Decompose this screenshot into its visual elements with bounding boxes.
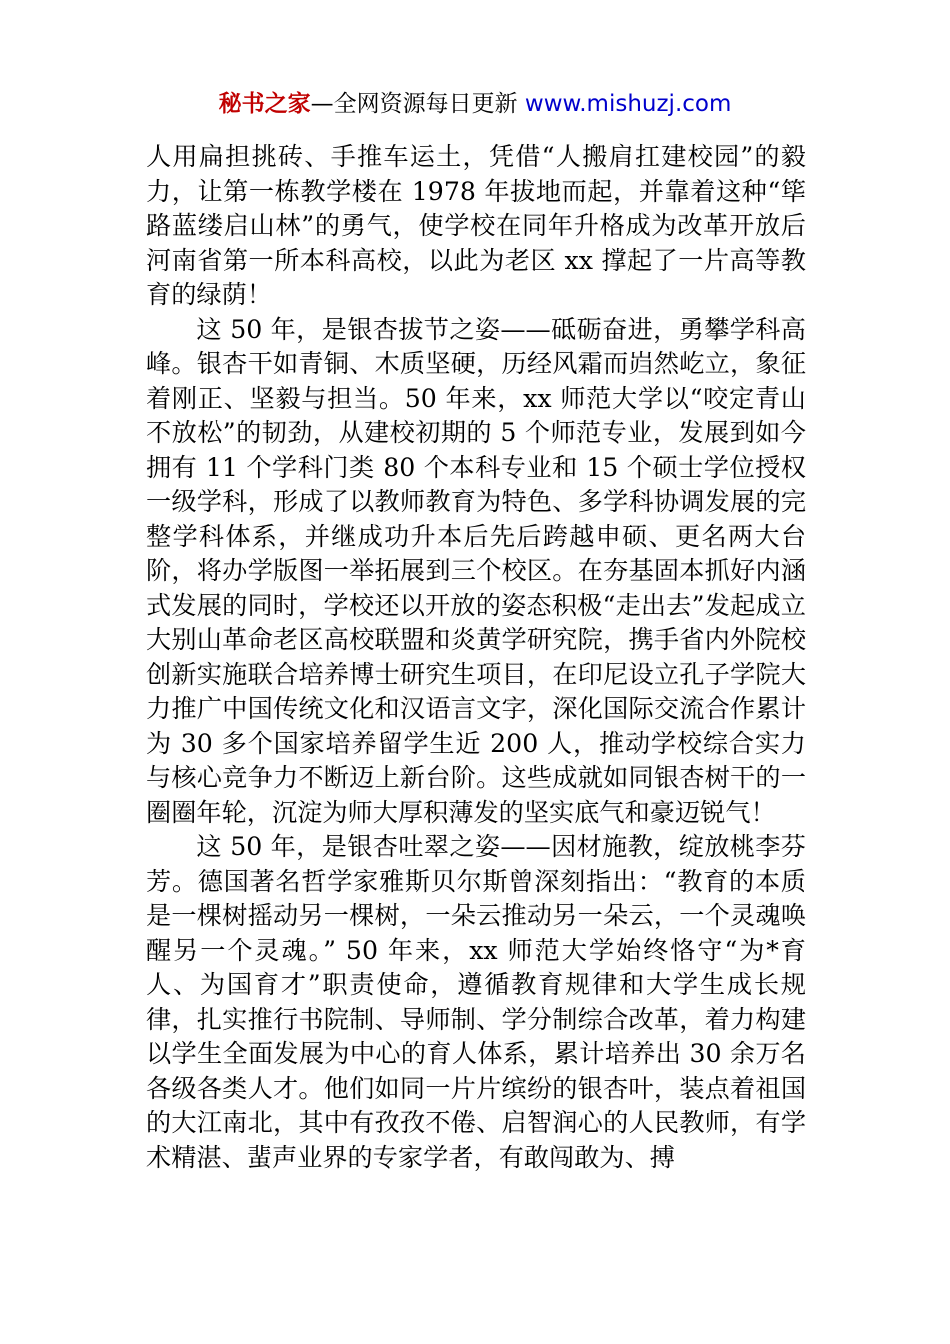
site-header bbox=[0, 88, 950, 120]
header-tagline: —全网资源每日更新 bbox=[310, 91, 518, 117]
paragraph-continued: 人用扁担挑砖、手推车运土，凭借“人搬肩扛建校园”的毅力，让第一栋教学楼在 1978 年拔地而起，并靠着这种“筚路蓝缕启山林”的勇气，使学校在同年升格成为改革开放后河南省第一所本科高校，以此为老区 xx 撑起了一片高等教育的绿荫！ bbox=[146, 142, 806, 309]
brand-name: 秘书之家 bbox=[218, 91, 311, 117]
paragraph-discipline: 这 50 年，是银杏拔节之姿——砥砺奋进，勇攀学科高峰。银杏干如青铜、木质坚硬，历经风霜而岿然屹立，象征着刚正、坚毅与担当。50 年来，xx 师范大学以“咬定青山不放松”的韧劲，从建校初期的 5 个师范专业，发展到如今拥有 11 个学科门类 80 个本科专业和 15 个硕士学位授权一级学科，形成了以教师教育为特色、多学科协调发展的完整学科体系，并继成功升本后先后跨越申硕、更名两大台阶，将办学版图一举拓展到三个校区。在夯基固本抓好内涵式发展的同时，学校还以开放的姿态积极“走出去”发起成立大别山革命老区高校联盟和炎黄学研究院，携手省内外院校创新实施联合培养博士研究生项目，在印尼设立孔子学院大力推广中国传统文化和汉语言文字，深化国际交流合作累计为 30 多个国家培养留学生近 200 人，推动学校综合实力与核心竞争力不断迈上新台阶。这些成就如同银杏树干的一圈圈年轮，沉淀为师大厚积薄发的坚实底气和豪迈锐气！ bbox=[146, 314, 806, 827]
site-url-link[interactable]: www.mishuzj.com bbox=[524, 91, 732, 117]
paragraph-education: 这 50 年，是银杏吐翠之姿——因材施教，绽放桃李芬芳。德国著名哲学家雅斯贝尔斯曾深刻指出：“教育的本质是一棵树摇动另一棵树，一朵云推动另一朵云，一个灵魂唤醒另一个灵魂。” 50 年来，xx 师范大学始终恪守“为*育人、为国育才”职责使命，遵循教育规律和大学生成长规律，扎实推行书院制、导师制、学分制综合改革，着力构建以学生全面发展为中心的育人体系，累计培养出 30 余万名各级各类人才。他们如同一片片缤纷的银杏叶，装点着祖国的大江南北，其中有孜孜不倦、启智润心的人民教师，有学术精湛、蜚声业界的专家学者，有敢闯敢为、搏 bbox=[146, 832, 806, 1172]
document-body bbox=[146, 140, 806, 1175]
